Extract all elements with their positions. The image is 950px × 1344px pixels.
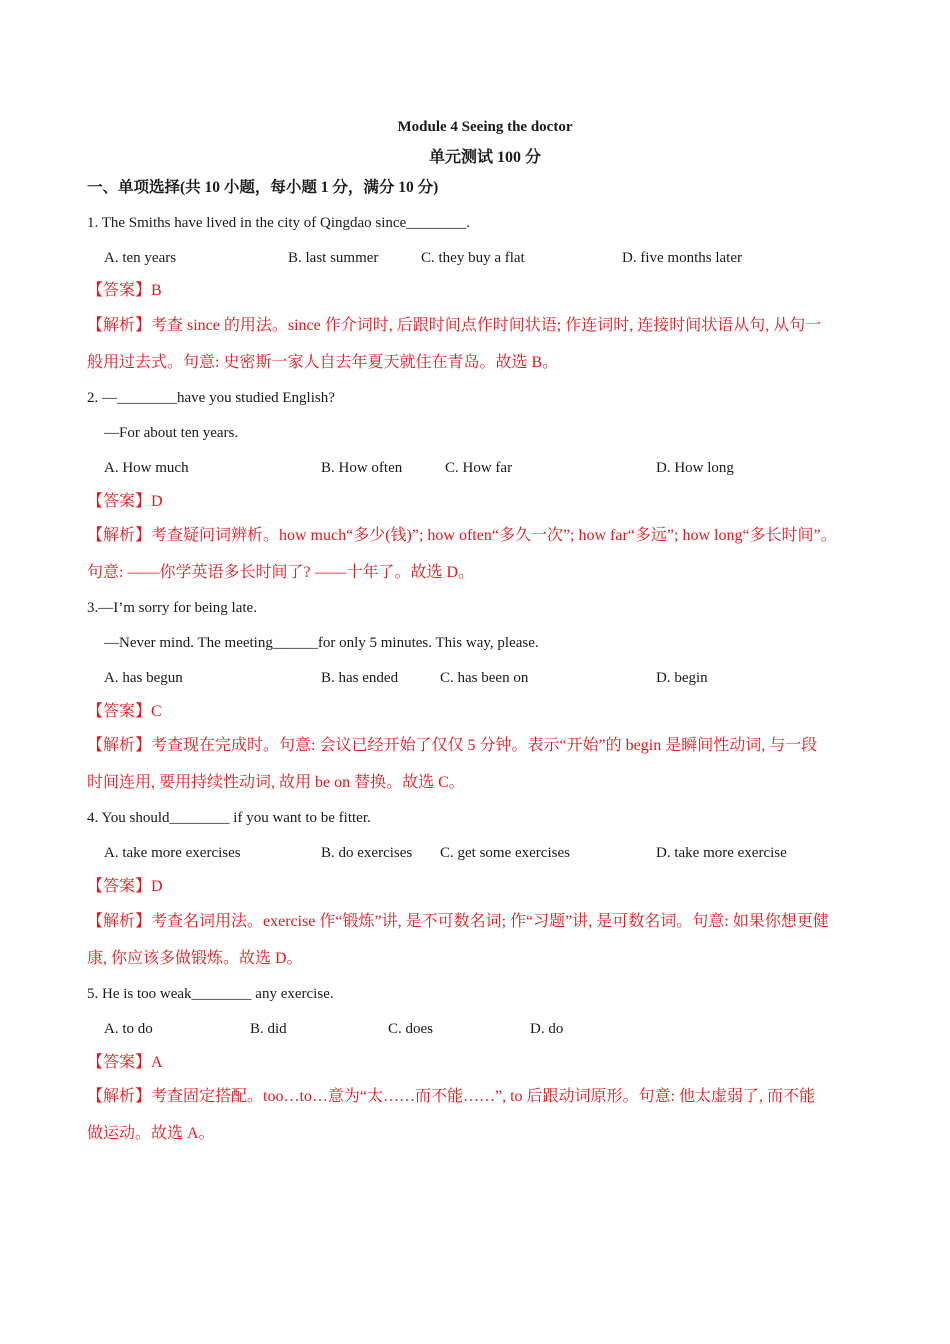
analysis-text: 【解析】考查固定搭配。too…to…意为“太……而不能……”, to 后跟动词原形。句意: 他太虚弱了, 而不能 [87, 1088, 815, 1105]
analysis-text: 般用过去式。句意: 史密斯一家人自去年夏天就住在青岛。故选 B。 [87, 354, 559, 371]
analysis-text: 时间连用, 要用持续性动词, 故用 be on 替换。故选 C。 [87, 774, 465, 791]
answer-label: 【答案】C [87, 703, 162, 720]
option-a: A. ten years [104, 250, 177, 266]
option-c: C. they buy a flat [421, 250, 525, 266]
option-b: B. has ended [321, 670, 399, 686]
option-b: B. How often [321, 460, 403, 476]
option-d: D. do [530, 1021, 564, 1037]
option-b: B. last summer [288, 250, 379, 266]
analysis-text: 做运动。故选 A。 [87, 1125, 215, 1142]
option-d: D. begin [656, 670, 708, 686]
option-b: B. did [250, 1021, 287, 1037]
option-c: C. has been on [440, 670, 529, 686]
option-d: D. How long [656, 460, 734, 476]
analysis-text: 【解析】考查现在完成时。句意: 会议已经开始了仅仅 5 分钟。表示“开始”的 begin 是瞬间性动词, 与一段 [87, 737, 818, 754]
option-b: B. do exercises [321, 845, 413, 861]
option-d: D. five months later [622, 250, 742, 266]
option-a: A. take more exercises [104, 845, 241, 861]
section-heading: 一、单项选择(共 10 小题，每小题 1 分，满分 10 分) [87, 179, 439, 196]
option-c: C. How far [445, 460, 513, 476]
option-a: A. to do [104, 1021, 153, 1037]
answer-label: 【答案】B [87, 282, 162, 299]
answer-label: 【答案】D [87, 878, 163, 895]
answer-label: 【答案】D [87, 493, 163, 510]
question-stem: 5. He is too weak________ any exercise. [87, 986, 334, 1002]
doc-title: Module 4 Seeing the doctor [397, 119, 573, 135]
option-c: C. does [388, 1021, 433, 1037]
analysis-text: 康, 你应该多做锻炼。故选 D。 [87, 950, 303, 967]
question-stem: 4. You should________ if you want to be fitter. [87, 810, 371, 826]
question-stem: 1. The Smiths have lived in the city of Qingdao since________. [87, 215, 470, 231]
analysis-text: 【解析】考查名词用法。exercise 作“锻炼”讲, 是不可数名词; 作“习题”讲, 是可数名词。句意: 如果你想更健 [87, 913, 829, 930]
analysis-text: 【解析】考查 since 的用法。since 作介词时, 后跟时间点作时间状语; 作连词时, 连接时间状语从句, 从句一 [87, 317, 822, 334]
option-a: A. has begun [104, 670, 183, 686]
option-a: A. How much [104, 460, 189, 476]
question-stem: —For about ten years. [104, 425, 239, 441]
option-c: C. get some exercises [440, 845, 570, 861]
answer-label: 【答案】A [87, 1054, 163, 1071]
analysis-text: 【解析】考查疑问词辨析。how much“多少(钱)”; how often“多久一次”; how far“多远”; how long“多长时间”。 [87, 527, 837, 544]
option-d: D. take more exercise [656, 845, 787, 861]
question-stem: 2. —________have you studied English? [87, 390, 335, 406]
question-stem: 3.—I’m sorry for being late. [87, 600, 257, 616]
analysis-text: 句意: ——你学英语多长时间了? ——十年了。故选 D。 [87, 564, 475, 581]
question-stem: —Never mind. The meeting______for only 5 minutes. This way, please. [104, 635, 539, 651]
doc-subtitle: 单元测试 100 分 [428, 149, 541, 166]
